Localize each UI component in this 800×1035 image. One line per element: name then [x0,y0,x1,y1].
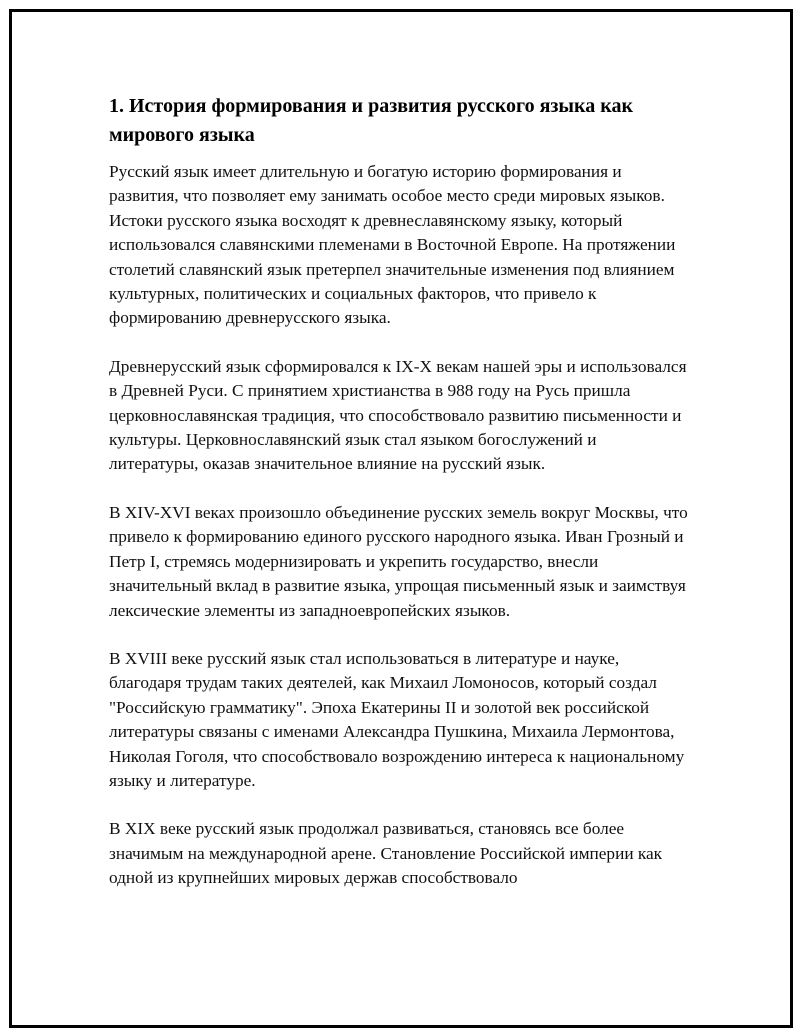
paragraph-moscow-unification: В XIV-XVI веках произошло объединение русских земель вокруг Москвы, что привело к формированию единого русского народного языка. Иван Грозный и Петр I, стремясь модернизировать и укрепить государство, внесли значительный вклад в развитие языка, упрощая письменный язык и заимствуя лексические элементы из западноевропейских языков. [109,502,688,620]
paragraph-eighteenth-century: В XVIII веке русский язык стал использоваться в литературе и науке, благодаря трудам таких деятелей, как Михаил Ломоносов, который создал "Российскую грамматику". Эпоха Екатерины II и золотой век российской литературы связаны с именами Александра Пушкина, Михаила Лермонтова, Николая Гоголя, что способствовало возрождению интереса к национальному языку и литературе. [109,648,685,790]
document-body [109,92,689,915]
section-heading: 1. История формирования и развития русского языка как мирового языка [109,95,634,146]
paragraph-nineteenth-century: В XIX веке русский язык продолжал развиваться, становясь все более значимым на международной арене. Становление Российской империи как одной из крупнейших мировых держав способствовало [109,819,663,888]
paragraph-origins: Русский язык имеет длительную и богатую историю формирования и развития, что позволяет ему занимать особое место среди мировых языков. Истоки русского языка восходят к древнеславянскому языку, который использовался славянскими племенами в Восточной Европе. На протяжении столетий славянский язык претерпел значительные изменения под влиянием культурных, политических и социальных факторов, что привело к формированию древнерусского языка. [109,162,676,328]
paragraph-old-russian: Древнерусский язык сформировался к IX-X векам нашей эры и использовался в Древней Руси. С принятием христианства в 988 году на Русь пришла церковнославянская традиция, что способствовало развитию письменности и культуры. Церковнославянский язык стал языком богослужений и литературы, оказав значительное влияние на русский язык. [109,356,687,474]
